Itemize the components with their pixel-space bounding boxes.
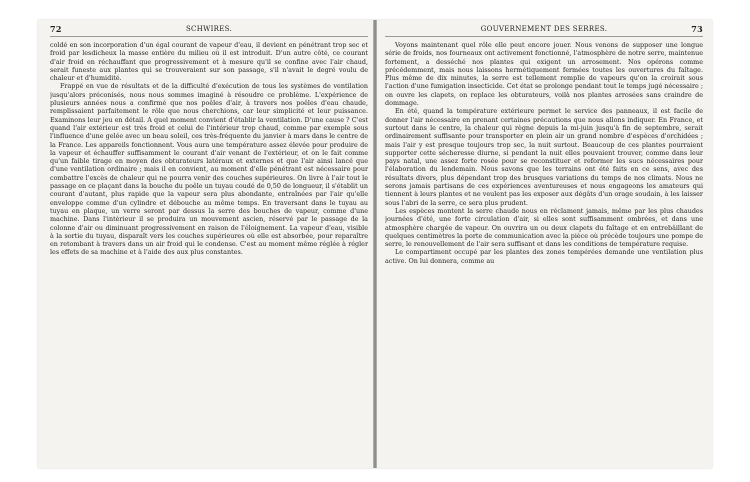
right-paragraph-2: En été, quand la température extérieure permet le service des panneaux, il est facile de donner l'air nécessaire en prenant certaines précautions que nous allons indiquer. En France, et surtout dans le centre, la chaleur qui règne depuis la mi-juin jusqu'à fin de septembre, serait ordinairement suffisante pour transporter en plein air un grand nombre d'espèces d'orchidées ; mais l'air y est presque toujours trop sec, la nuit surtout. Beaucoup de ces plantes pourraient supporter cette sécheresse diurne, si pendant la nuit elles pouvaient trouver, comme dans leur pays natal, une assez forte rosée pour se reconstituer et reformer les sucs nécessaires pour l'élaboration du lendemain. Nous savons que les terrains ont été faits en ce sens, avec des résultats divers, plus dépendant trop des brusques variations du temps de nos climats. Nous ne serons jamais partisans de ces expériences aventureuses et nous engageons les amateurs qui tiennent à leurs plantes et ne veulent pas les exposer aux dégâts d'un orage soudain, à les laisser sous l'abri de la serre, ce sera plus prudent. (385, 107, 703, 207)
book-gutter (373, 20, 377, 468)
left-running-head: SCHWIRES. (185, 25, 233, 33)
left-paragraph-2: Frappé en vue de résultats et de la difficulté d'exécution de tous les systèmes de ventilation jusqu'alors préconisés, nous nous sommes imaginé à résoudre ce problème. L'expérience de plusieurs années nous a confirmé que nos poêles d'air, à travers nos poêles d'eau chaude, remplissaient parfaitement le rôle que nous cherchions, car leur simplicité et leur puissance. Examinons leur jeu en détail. A quel moment convient d'établir la ventilation. D'une cause ? C'est quand l'air extérieur est très froid et celui de l'intérieur trop chaud, comme par exemple sous l'influence d'une gelée avec un beau soleil, ces très-fréquente du janvier à mars dans le centre de la France. Les appareils fonctionnent. Vous aura une température assez élevée pour produire de la vapeur et échauffer suffisamment le courant d'air venant de l'extérieur, et on le fait comme qu'un faible tirage en moyen des obturateurs latéraux et externes et que l'air ainsi lancé que d'une ventilation ordinaire ; mais il en convient, au moment d'elle pénétrant est nécessaire pour combattre l'excès de chaleur qui ne pourra venir des couches supérieures. On livre à l'air tout le passage en ce plaçant dans la bouche du poêle un tuyau coudé de 0,50 de longueur, il s'établit un courant d'autant, plus rapide que la vapeur sera plus abondante, entraînées par l'air qu'elle enveloppe comme d'un cylindre et débouche au même temps. En traversant dans le tuyau au tuyau en plaque, un verre seront par dessus la serre des bouches de vapeur, comme d'une machine. Dans l'intérieur il se produira un mouvement ascien, réservé par le passage de la colonne d'air ou diminuant progressivement en raison de l'éloignement. La vapeur d'eau, visible à la sortie du tuyau, disparaît vers les couches supérieures où elle est absorbée, pour reparaître en retombant à travers dans un air froid qui le condense. C'est au moment même réglée à régler les effets de sa machine et à l'aide des aux plus constantes. (50, 82, 368, 257)
left-page (50, 24, 368, 460)
right-page-header (385, 24, 703, 37)
left-page-header (50, 24, 368, 37)
right-paragraph-1: Voyons maintenant quel rôle elle peut encore jouer. Nous venons de supposer une longue série de froids, nos fourneaux ont activement fonctionné, l'atmosphère de notre serre, maintenue fortement, a desséché nos plantes qui exigent un arrosement. Nos opérons comme précédemment, mais nous laissons hermétiquement fermées toutes les ouvertures du faîtage. Plus même de dix minutes, la serre est tellement remplie de vapeurs qu'on la croirait sous l'action d'une fumigation insecticide. Cet état se prolonge pendant tout le temps jugé nécessaire ; on ouvre les clapets, on replace les obturateurs, voilà nos plantes arrosées sans craindre de dommage. (385, 41, 703, 108)
right-paragraph-4: Le compartiment occupé par les plantes des zones tempérées demande une ventilation plus active. On lui donnera, comme au (385, 248, 703, 265)
right-running-head: GOUVERNEMENT DES SERRES. (480, 25, 608, 33)
left-page-number: 72 (50, 24, 62, 34)
left-paragraph-1: coldé en son incorporation d'un égal courant de vapeur d'eau, il devient en pénétrant trop sec et froid par lesdicheux la masse entière du milieu où il est introduit. D'un autre côté, ce courant d'air froid en réchauffant que progressivement et à mesure qu'il se confine avec l'air chaud, serait funeste aux plantes qui se trouveraient sur son passage, s'il n'avait le degré voulu de chaleur et d'humidité. (50, 41, 368, 83)
right-page-number: 73 (691, 24, 703, 34)
right-page (385, 24, 703, 460)
right-paragraph-3: Les espèces montent la serre chaude nous en réclament jamais, même par les plus chaudes journées d'été, une forte circulation d'air, si elles sont suffisamment ombrées, et dans une atmosphère chargée de vapeur. On ouvrira un ou deux clapets du faîtage et en entrebâillant de quelques centimètres la porte de communication avec la pièce où précède toujours une pompe de serre, le renouvellement de l'air sera suffisant et dans les conditions de température requise. (385, 206, 703, 249)
